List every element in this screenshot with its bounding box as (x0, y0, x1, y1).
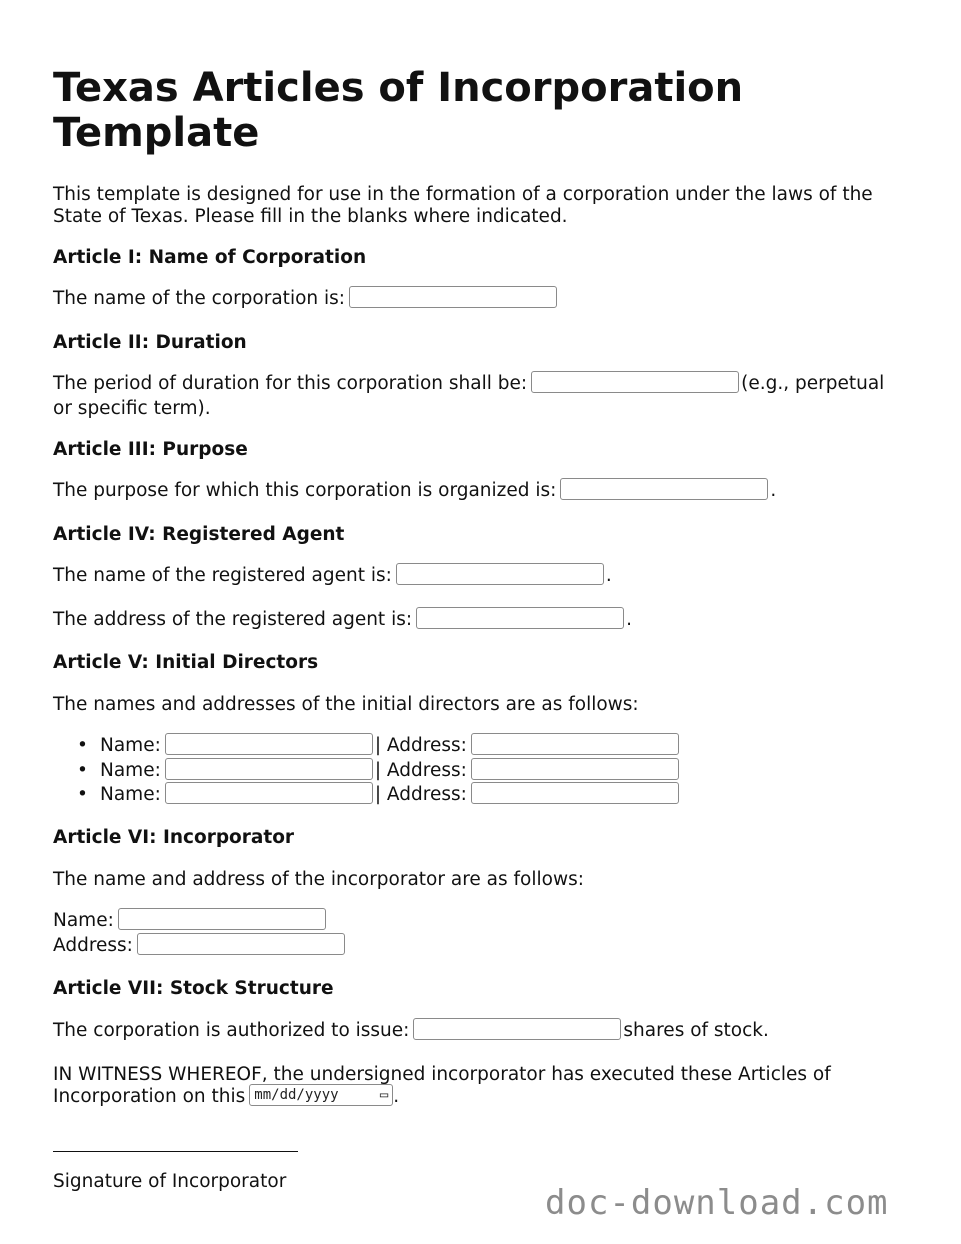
director-address-label: | Address: (374, 735, 467, 756)
stock-label: The corporation is authorized to issue: (53, 1020, 410, 1041)
intro-paragraph: This template is designed for use in the formation of a corporation under the laws of the State of Texas. Please fill in the blanks where indicated. (53, 184, 873, 227)
period: . (393, 1086, 400, 1107)
page-title: Texas Articles of Incorporation Template (53, 65, 744, 156)
stock-suffix: shares of stock. (623, 1020, 769, 1041)
directors-list (53, 734, 681, 808)
agent-name-input[interactable] (396, 563, 604, 585)
corporation-name-label: The name of the corporation is: (53, 288, 346, 309)
period: . (605, 565, 612, 586)
duration-hint: (e.g., perpetual (741, 373, 885, 394)
director-row (53, 783, 681, 808)
director-name-label: Name: (100, 735, 161, 756)
agent-address-input[interactable] (416, 607, 624, 629)
article-6-heading: Article VI: Incorporator (53, 827, 295, 848)
director-1-name-input[interactable] (165, 733, 373, 755)
incorporator-address-label: Address: (53, 935, 133, 956)
article-2-heading: Article II: Duration (53, 332, 247, 353)
director-address-label: | Address: (374, 759, 467, 781)
duration-hint-cont: or specific term). (53, 398, 211, 419)
execution-date-input[interactable] (249, 1084, 393, 1106)
agent-name-label: The name of the registered agent is: (53, 565, 392, 586)
calendar-icon[interactable]: ▭ (379, 1087, 389, 1103)
director-row (53, 759, 681, 784)
director-3-name-input[interactable] (165, 782, 373, 804)
director-address-label: | Address: (374, 784, 467, 805)
article-5-heading: Article V: Initial Directors (53, 652, 319, 673)
purpose-label: The purpose for which this corporation is organized is: (53, 480, 557, 501)
incorporator-address-input[interactable] (137, 933, 345, 955)
director-1-address-input[interactable] (471, 733, 679, 755)
director-name-label: Name: (100, 759, 161, 781)
witness-line-2 (53, 1086, 399, 1108)
stock-line (53, 1020, 769, 1042)
incorporator-address-line (53, 935, 347, 957)
article-4-heading: Article IV: Registered Agent (53, 524, 345, 545)
corporation-name-input[interactable] (349, 286, 557, 308)
article-1-line (53, 288, 559, 310)
witness-line-1: IN WITNESS WHEREOF, the undersigned incorporator has executed these Articles of (53, 1064, 831, 1085)
article-7-heading: Article VII: Stock Structure (53, 978, 334, 999)
director-name-label: Name: (100, 784, 161, 805)
incorporator-name-input[interactable] (118, 908, 326, 930)
agent-name-line (53, 565, 612, 587)
signature-line (53, 1151, 298, 1152)
incorporator-name-line (53, 910, 328, 932)
purpose-input[interactable] (560, 478, 768, 500)
agent-address-label: The address of the registered agent is: (53, 609, 413, 630)
directors-intro: The names and addresses of the initial directors are as follows: (53, 694, 639, 715)
article-3-line (53, 480, 776, 502)
signature-label: Signature of Incorporator (53, 1171, 287, 1192)
watermark: doc-download.com (545, 1183, 889, 1223)
article-2-line (53, 373, 884, 395)
incorporator-name-label: Name: (53, 910, 114, 931)
article-3-heading: Article III: Purpose (53, 439, 248, 460)
period: . (626, 609, 632, 630)
date-placeholder: mm/dd/yyyy (254, 1087, 339, 1103)
director-2-name-input[interactable] (165, 758, 373, 780)
period: . (770, 480, 777, 501)
duration-input[interactable] (531, 371, 739, 393)
incorporator-intro: The name and address of the incorporator are as follows: (53, 869, 584, 890)
duration-label: The period of duration for this corporation shall be: (53, 373, 528, 394)
agent-address-line (53, 609, 632, 631)
director-3-address-input[interactable] (471, 782, 679, 804)
director-2-address-input[interactable] (471, 758, 679, 780)
shares-input[interactable] (413, 1018, 621, 1040)
witness-label: Incorporation on this (53, 1086, 246, 1107)
article-1-heading: Article I: Name of Corporation (53, 247, 367, 268)
director-row (53, 734, 681, 759)
